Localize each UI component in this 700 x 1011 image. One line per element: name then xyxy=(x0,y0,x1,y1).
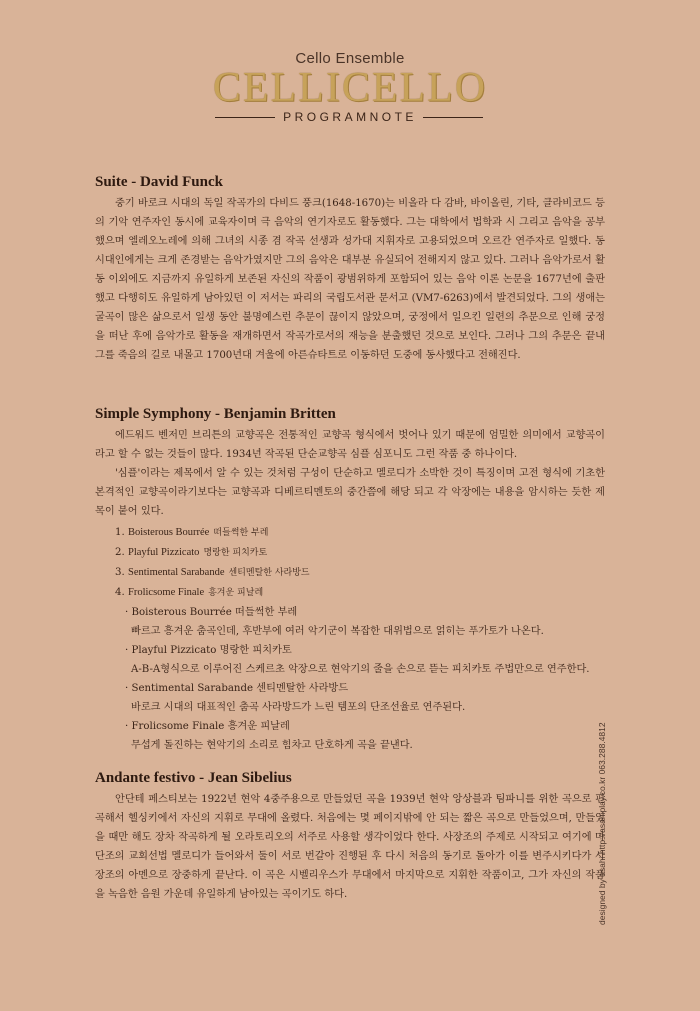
list-item: 빠르고 흥겨운 춤곡인데, 후반부에 여러 악기군이 복잡한 대위법으로 얽히는 푸가토가 나온다. xyxy=(131,626,544,637)
list-item: 4. Frolicsome Finale 흥겨운 피날레 xyxy=(115,587,264,598)
list-item: 1. Boisterous Bourrée 떠들썩한 부레 xyxy=(115,527,269,538)
list-item: · Playful Pizzicato 명랑한 피치카토 xyxy=(125,645,292,656)
movement-details xyxy=(125,603,605,755)
section-paragraph: 중기 바로크 시대의 독일 작곡가의 다비드 풍크(1648-1670)는 비올라 다 감바, 바이올린, 기타, 클라비코드 등의 기악 연주자인 동시에 교육자이며 극 음악의 연기자로도 활동했다. 그는 대학에서 법학과 시 그리고 음악을 공부했으며 엘레오노레에 의해 그녀의 시종 겸 작곡 선생과 성가대 지휘자로 고용되었으며 오르간 연주자로 일했다. 동시대인에게는 크게 존경받는 음악가였지만 그의 음악은 대부분 유실되어 전해지지 않고 있다. 그러나 음악가로서 활동 이외에도 지금까지 유일하게 보존된 자신의 작품이 광범위하게 포함되어 있는 음악 이론 논문을 1677년에 출판했고 다행히도 유일하게 남아있던 이 저서는 파리의 국립도서관 문서고 (VM7-6263)에서 발견되었다. 그의 생애는 굴곡이 많은 삶으로서 일생 동안 불명예스런 추문이 끊이지 않았으며, 궁정에서 일으킨 일련의 추문으로 인해 궁정을 떠난 후에 음악가로 활동을 재개하면서 작곡가로서의 재능을 분출했던 것으로 보인다. 그러나 그의 추문은 끝내 그를 죽음의 길로 내몰고 1700년대 겨울에 아른슈타트로 이동하던 도중에 동사했다고 전해진다. xyxy=(95,198,605,361)
list-item: · Frolicsome Finale 흥겨운 피날레 xyxy=(125,721,290,732)
list-item: 바로크 시대의 대표적인 춤곡 사라방드가 느린 템포의 단조선율로 연주된다. xyxy=(131,702,466,713)
list-item: 2. Playful Pizzicato 명랑한 피치카토 xyxy=(115,547,268,558)
section-title: Suite - David Funck xyxy=(95,174,223,190)
cellicello-logo: CELLICELLO xyxy=(212,65,488,111)
designer-credit: designed by asahi http://asahiplay.co.kr 063.288.4812 xyxy=(597,722,607,925)
list-item: · Boisterous Bourrée 떠들썩한 부레 xyxy=(125,607,298,618)
divider-right xyxy=(423,117,483,118)
section-paragraph: 에드워드 벤저민 브리튼의 교향곡은 전통적인 교향곡 형식에서 벗어나 있기 때문에 엄밀한 의미에서 교향곡이라고 할 수 없는 것들이 많다. 1934년 작곡된 단순교향곡 심플 심포니도 그런 작품 중 하나이다. xyxy=(95,430,605,460)
list-item: 3. Sentimental Sarabande 센티멘탈한 사라방드 xyxy=(115,567,310,578)
list-item: · Sentimental Sarabande 센티멘탈한 사라방드 xyxy=(125,683,349,694)
section-paragraph: '심플'이라는 제목에서 알 수 있는 것처럼 구성이 단순하고 멜로디가 소박한 것이 특징이며 고전 형식에 기초한 본격적인 교향곡이라기보다는 교향곡과 디베르티멘토의 중간쯤에 해당 되고 각 악장에는 내용을 암시하는 듯한 제목이 붙어 있다. xyxy=(95,468,605,517)
section-title: Andante festivo - Jean Sibelius xyxy=(95,770,292,786)
movement-list xyxy=(115,523,605,603)
program-note-label: PROGRAMNOTE xyxy=(283,110,417,124)
list-item: A-B-A형식으로 이루어진 스케르초 악장으로 현악기의 줄을 손으로 뜯는 피치카토 주법만으로 연주한다. xyxy=(131,664,590,675)
section-title: Simple Symphony - Benjamin Britten xyxy=(95,406,336,422)
section-paragraph: 안단테 페스티보는 1922년 현악 4중주용으로 만들었던 곡을 1939년 현악 앙상블과 팀파니를 위한 곡으로 편곡해서 헬싱키에서 자신의 지휘로 무대에 올렸다. 처음에는 몇 페이지밖에 안 되는 짧은 곡으로 만들었으며, 만들었을 때만 해도 장차 작곡하게 될 오라토리오의 서주로 사용할 생각이었다 한다. 사장조의 주제로 시작되고 여기에 마단조의 교회선법 멜로디가 들어와서 둘이 서로 번갈아 진행된 후 다시 처음의 동기로 돌아가 이를 변주시키다가 사장조의 아멘으로 장중하게 끝난다. 이 곡은 시벨리우스가 무대에서 마지막으로 지휘한 작품이고, 그가 자신의 작품을 녹음한 음원 가운데 유일하게 남아있는 곡이기도 하다. xyxy=(95,794,605,900)
section-sibelius xyxy=(95,770,605,904)
ensemble-subtitle: Cello Ensemble xyxy=(295,50,405,67)
section-britten xyxy=(95,406,605,755)
list-item: 무섭게 돌진하는 현악기의 소리로 힘차고 단호하게 곡을 끝낸다. xyxy=(131,740,413,751)
section-funck xyxy=(95,174,605,365)
program-note-row xyxy=(0,110,700,126)
